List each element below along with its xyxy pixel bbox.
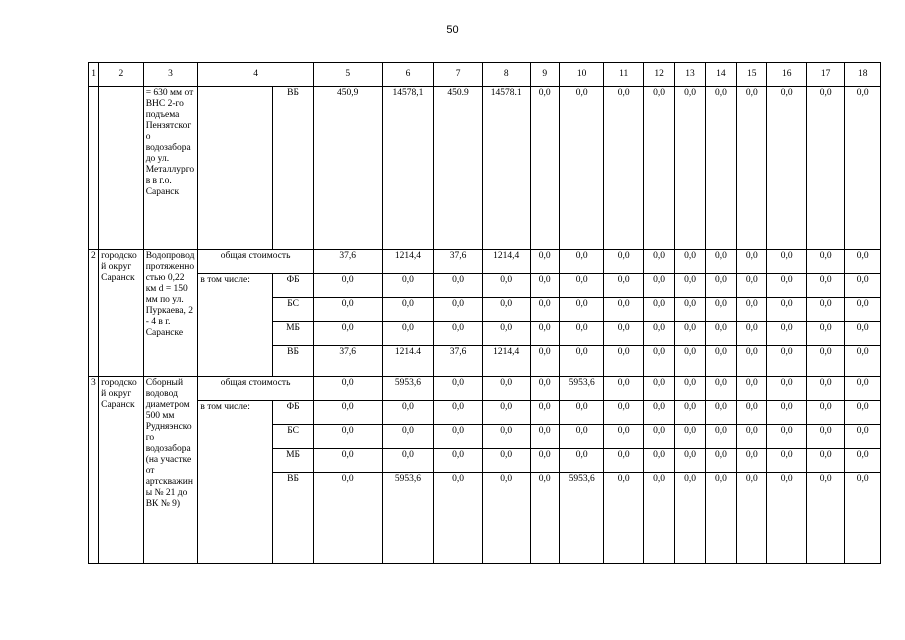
funding-source: ФБ	[273, 401, 314, 425]
column-header: 2	[99, 63, 144, 87]
value-cell: 0,0	[382, 425, 434, 449]
value-cell: 0,0	[313, 401, 382, 425]
value-cell: 0,0	[313, 298, 382, 322]
funding-source: БС	[273, 425, 314, 449]
value-cell: 0,0	[482, 473, 530, 564]
value-cell: 0,0	[806, 274, 844, 298]
value-cell: 1214,4	[482, 250, 530, 274]
value-cell: 0,0	[737, 401, 767, 425]
value-cell: 0,0	[675, 449, 705, 473]
value-cell: 0,0	[845, 473, 881, 564]
value-cell: 0,0	[604, 87, 643, 250]
value-cell: 0,0	[705, 250, 736, 274]
value-cell: 0,0	[313, 322, 382, 346]
value-cell: 0,0	[313, 425, 382, 449]
municipality: городской округ Саранск	[99, 250, 144, 377]
value-cell: 0,0	[482, 449, 530, 473]
column-header: 4	[198, 63, 313, 87]
value-cell: 0,0	[675, 250, 705, 274]
value-cell: 0,0	[530, 250, 559, 274]
value-cell: 0,0	[604, 250, 643, 274]
value-cell: 0,0	[675, 274, 705, 298]
value-cell: 0,0	[482, 274, 530, 298]
budget-table	[88, 62, 881, 564]
value-cell: 0,0	[559, 449, 604, 473]
column-header: 5	[313, 63, 382, 87]
value-cell: 0,0	[604, 449, 643, 473]
value-cell: 0,0	[604, 425, 643, 449]
column-header: 1	[89, 63, 99, 87]
value-cell: 0,0	[643, 473, 674, 564]
value-cell: 0,0	[737, 274, 767, 298]
table-row	[89, 250, 881, 274]
column-header: 9	[530, 63, 559, 87]
value-cell: 0,0	[675, 425, 705, 449]
value-cell: 0,0	[559, 425, 604, 449]
value-cell: 0,0	[705, 449, 736, 473]
value-cell: 0,0	[675, 401, 705, 425]
value-cell: 0,0	[675, 87, 705, 250]
table-cell	[99, 87, 144, 250]
value-cell: 0,0	[313, 449, 382, 473]
column-header: 12	[643, 63, 674, 87]
value-cell: 0,0	[482, 298, 530, 322]
value-cell: 0,0	[806, 425, 844, 449]
funding-source: МБ	[273, 449, 314, 473]
value-cell: 0,0	[434, 377, 483, 401]
table-row	[89, 377, 881, 401]
table-row	[89, 401, 881, 425]
value-cell: 0,0	[737, 298, 767, 322]
value-cell: 0,0	[806, 87, 844, 250]
row-number: 3	[89, 377, 99, 564]
value-cell: 0,0	[382, 274, 434, 298]
value-cell: 0,0	[767, 425, 806, 449]
including-label: в том числе:	[198, 401, 273, 564]
value-cell: 0,0	[643, 322, 674, 346]
total-label: общая стоимость	[198, 377, 313, 401]
value-cell: 0,0	[705, 322, 736, 346]
value-cell: 450,9	[313, 87, 382, 250]
value-cell: 0,0	[604, 322, 643, 346]
value-cell: 0,0	[530, 322, 559, 346]
value-cell: 0,0	[705, 377, 736, 401]
value-cell: 0,0	[705, 87, 736, 250]
value-cell: 0,0	[559, 87, 604, 250]
value-cell: 0,0	[705, 346, 736, 377]
table-row	[89, 63, 881, 87]
object-description: = 630 мм от ВНС 2-го подъема Пензятского водозабора до ул. Металлургов в г.о. Саранск	[143, 87, 198, 250]
value-cell: 0,0	[559, 401, 604, 425]
column-header: 16	[767, 63, 806, 87]
value-cell: 5953,6	[382, 377, 434, 401]
value-cell: 0,0	[845, 274, 881, 298]
value-cell: 0,0	[675, 298, 705, 322]
value-cell: 0,0	[434, 401, 483, 425]
value-cell: 0,0	[845, 298, 881, 322]
value-cell: 0,0	[806, 322, 844, 346]
value-cell: 0,0	[643, 449, 674, 473]
value-cell: 0,0	[845, 377, 881, 401]
value-cell: 0,0	[675, 322, 705, 346]
value-cell: 0,0	[604, 298, 643, 322]
value-cell: 0,0	[643, 401, 674, 425]
value-cell: 0,0	[530, 298, 559, 322]
funding-source: ВБ	[273, 346, 314, 377]
column-header: 10	[559, 63, 604, 87]
column-header: 6	[382, 63, 434, 87]
page-number: 50	[446, 24, 459, 36]
value-cell: 0,0	[806, 346, 844, 377]
value-cell: 0,0	[767, 87, 806, 250]
value-cell: 0,0	[559, 322, 604, 346]
value-cell: 0,0	[845, 322, 881, 346]
value-cell: 37,6	[434, 346, 483, 377]
value-cell: 5953,6	[382, 473, 434, 564]
value-cell: 0,0	[382, 298, 434, 322]
value-cell: 1214,4	[482, 346, 530, 377]
value-cell: 0,0	[604, 274, 643, 298]
value-cell: 0,0	[530, 473, 559, 564]
value-cell: 0,0	[845, 250, 881, 274]
column-header: 14	[705, 63, 736, 87]
value-cell: 0,0	[806, 298, 844, 322]
value-cell: 0,0	[434, 298, 483, 322]
value-cell: 0,0	[530, 274, 559, 298]
value-cell: 0,0	[530, 377, 559, 401]
value-cell: 0,0	[845, 87, 881, 250]
value-cell: 0,0	[434, 473, 483, 564]
municipality: городской округ Саранск	[99, 377, 144, 564]
value-cell: 0,0	[643, 377, 674, 401]
value-cell: 0,0	[482, 322, 530, 346]
value-cell: 0,0	[643, 87, 674, 250]
value-cell: 0,0	[604, 473, 643, 564]
value-cell: 0,0	[530, 87, 559, 250]
value-cell: 1214,4	[382, 250, 434, 274]
column-header: 18	[845, 63, 881, 87]
value-cell: 0,0	[705, 274, 736, 298]
value-cell: 0,0	[643, 250, 674, 274]
value-cell: 0,0	[737, 473, 767, 564]
column-header: 7	[434, 63, 483, 87]
value-cell: 0,0	[767, 274, 806, 298]
value-cell: 0,0	[382, 322, 434, 346]
value-cell: 0,0	[313, 377, 382, 401]
value-cell: 0,0	[705, 473, 736, 564]
table-row	[89, 87, 881, 250]
value-cell: 0,0	[845, 401, 881, 425]
value-cell: 14578.1	[482, 87, 530, 250]
value-cell: 0,0	[806, 473, 844, 564]
value-cell: 0,0	[806, 449, 844, 473]
value-cell: 0,0	[559, 274, 604, 298]
value-cell: 0,0	[530, 346, 559, 377]
value-cell: 0,0	[767, 322, 806, 346]
column-header: 11	[604, 63, 643, 87]
value-cell: 0,0	[737, 87, 767, 250]
value-cell: 0,0	[530, 425, 559, 449]
value-cell: 0,0	[313, 473, 382, 564]
column-header: 8	[482, 63, 530, 87]
value-cell: 0,0	[382, 401, 434, 425]
value-cell: 0,0	[845, 449, 881, 473]
value-cell: 0,0	[604, 377, 643, 401]
value-cell: 0,0	[767, 250, 806, 274]
value-cell: 0,0	[737, 449, 767, 473]
value-cell: 0,0	[737, 322, 767, 346]
value-cell: 0,0	[767, 298, 806, 322]
funding-source: БС	[273, 298, 314, 322]
value-cell: 0,0	[530, 401, 559, 425]
column-header: 17	[806, 63, 844, 87]
value-cell: 1214.4	[382, 346, 434, 377]
value-cell: 0,0	[643, 274, 674, 298]
table-cell	[198, 87, 273, 250]
value-cell: 0,0	[382, 449, 434, 473]
value-cell: 14578,1	[382, 87, 434, 250]
value-cell: 0,0	[737, 377, 767, 401]
value-cell: 0,0	[482, 425, 530, 449]
value-cell: 0,0	[737, 250, 767, 274]
value-cell: 5953,6	[559, 473, 604, 564]
value-cell: 0,0	[675, 377, 705, 401]
value-cell: 0,0	[767, 449, 806, 473]
column-header: 15	[737, 63, 767, 87]
funding-source: МБ	[273, 322, 314, 346]
funding-source: ВБ	[273, 473, 314, 564]
row-number: 2	[89, 250, 99, 377]
value-cell: 0,0	[482, 401, 530, 425]
funding-source: ВБ	[273, 87, 314, 250]
value-cell: 0,0	[806, 377, 844, 401]
value-cell: 37,6	[313, 250, 382, 274]
value-cell: 0,0	[806, 401, 844, 425]
value-cell: 0,0	[767, 401, 806, 425]
value-cell: 0,0	[559, 346, 604, 377]
value-cell: 0,0	[313, 274, 382, 298]
value-cell: 0,0	[559, 298, 604, 322]
including-label: в том числе:	[198, 274, 273, 377]
value-cell: 0,0	[434, 322, 483, 346]
value-cell: 0,0	[604, 401, 643, 425]
total-label: общая стоимость	[198, 250, 313, 274]
column-header: 3	[143, 63, 198, 87]
value-cell: 0,0	[737, 425, 767, 449]
value-cell: 0,0	[559, 250, 604, 274]
funding-source: ФБ	[273, 274, 314, 298]
value-cell: 0,0	[845, 346, 881, 377]
value-cell: 0,0	[643, 298, 674, 322]
value-cell: 0,0	[705, 401, 736, 425]
value-cell: 0,0	[643, 346, 674, 377]
value-cell: 5953,6	[559, 377, 604, 401]
value-cell: 0,0	[434, 274, 483, 298]
value-cell: 0,0	[604, 346, 643, 377]
value-cell: 0,0	[767, 346, 806, 377]
value-cell: 0,0	[737, 346, 767, 377]
value-cell: 37,6	[434, 250, 483, 274]
table-row	[89, 274, 881, 298]
value-cell: 0,0	[643, 425, 674, 449]
value-cell: 0,0	[845, 425, 881, 449]
value-cell: 0,0	[705, 425, 736, 449]
column-header: 13	[675, 63, 705, 87]
value-cell: 0,0	[806, 250, 844, 274]
value-cell: 0,0	[434, 425, 483, 449]
value-cell: 0,0	[482, 377, 530, 401]
table-cell	[89, 87, 99, 250]
value-cell: 0,0	[434, 449, 483, 473]
value-cell: 450.9	[434, 87, 483, 250]
object-description: Водопровод протяженностью 0,22 км d = 150 мм по ул. Пуркаева, 2 - 4 в г. Саранске	[143, 250, 198, 377]
value-cell: 0,0	[675, 473, 705, 564]
value-cell: 0,0	[675, 346, 705, 377]
value-cell: 0,0	[530, 449, 559, 473]
value-cell: 0,0	[767, 377, 806, 401]
value-cell: 0,0	[705, 298, 736, 322]
object-description: Сборный водовод диаметром 500 мм Рудняэнского водозабора (на участке от артскважины № 21 до ВК № 9)	[143, 377, 198, 564]
value-cell: 37,6	[313, 346, 382, 377]
value-cell: 0,0	[767, 473, 806, 564]
